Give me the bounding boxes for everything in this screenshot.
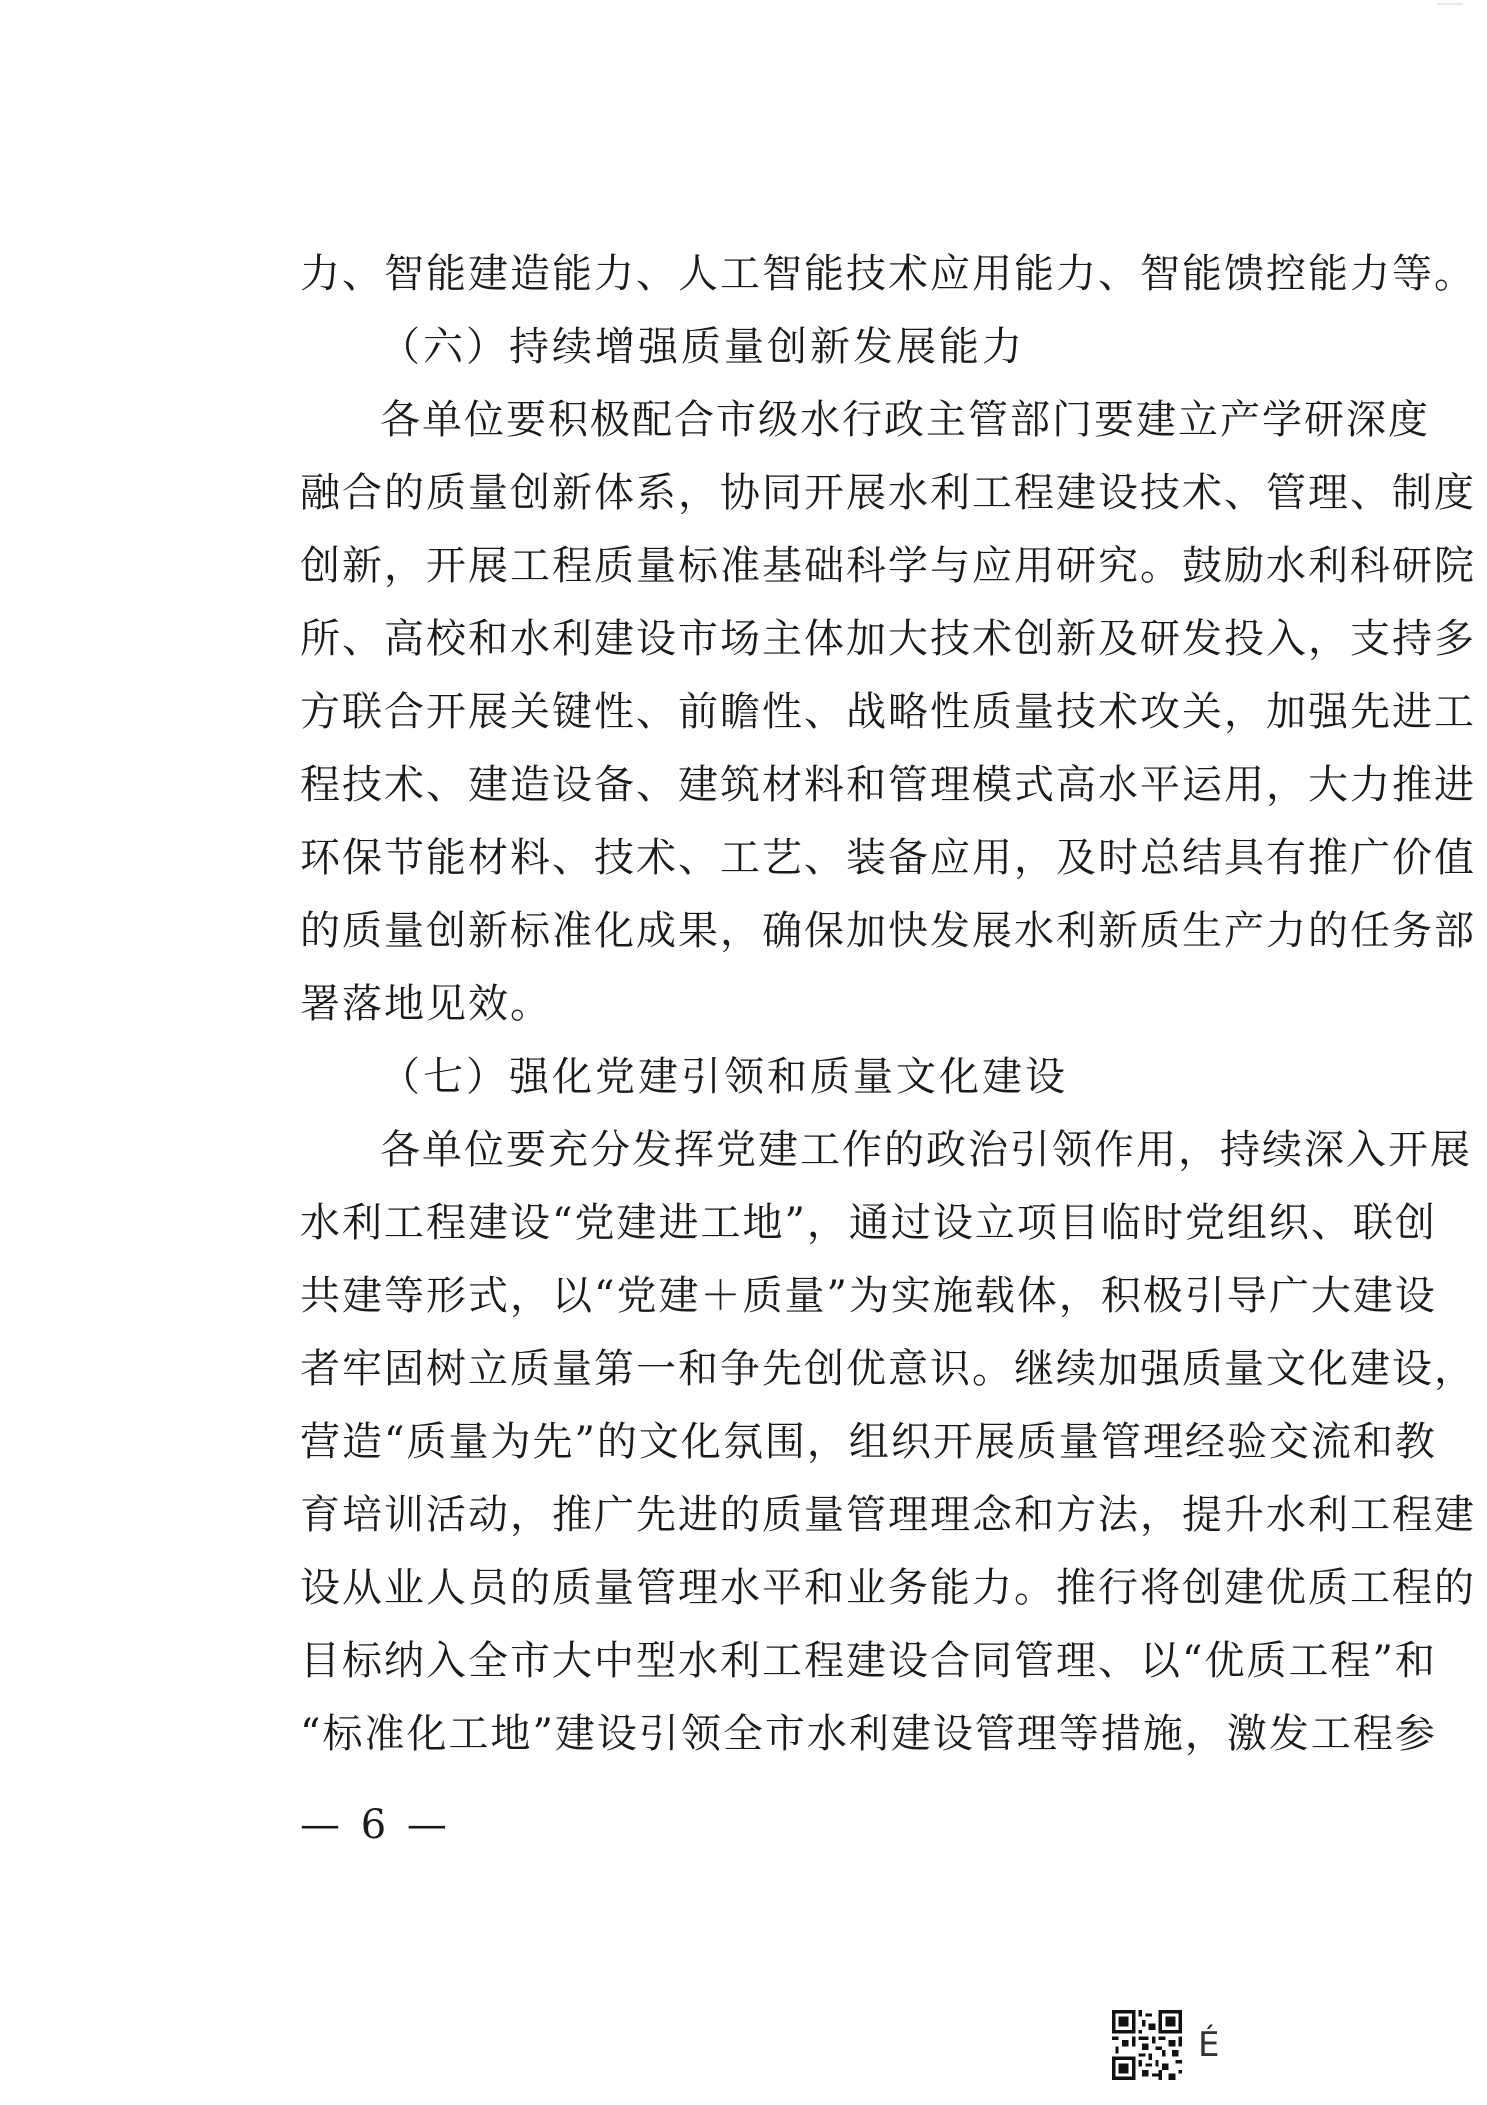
section-heading-7: （七）强化党建引领和质量文化建设	[380, 1054, 1068, 1100]
section-heading-6: （六）持续增强质量创新发展能力	[380, 324, 1025, 370]
text-line-13: 各单位要充分发挥党建工作的政治引领作用，持续深入开展	[380, 1127, 1472, 1173]
text-line-14: 水利工程建设“党建进工地”，通过设立项目临时党组织、联创	[300, 1200, 1437, 1246]
qr-caption: É	[1198, 2025, 1220, 2065]
text-line-3: 各单位要积极配合市级水行政主管部门要建立产学研深度	[380, 397, 1430, 443]
page-number: — 6 —	[300, 1802, 451, 1848]
text-line-21: “标准化工地”建设引领全市水利建设管理等措施，激发工程参	[300, 1711, 1437, 1757]
text-line-18: 育培训活动，推广先进的质量管理理念和方法，提升水利工程建	[300, 1492, 1476, 1538]
text-line-20: 目标纳入全市大中型水利工程建设合同管理、以“优质工程”和	[300, 1638, 1437, 1684]
text-line-19: 设从业人员的质量管理水平和业务能力。推行将创建优质工程的	[300, 1565, 1476, 1611]
text-line-17: 营造“质量为先”的文化氛围，组织开展质量管理经验交流和教	[300, 1419, 1437, 1465]
qr-code-icon	[1112, 2010, 1182, 2080]
text-line-7: 方联合开展关键性、前瞻性、战略性质量技术攻关，加强先进工	[300, 689, 1476, 735]
text-line-10: 的质量创新标准化成果，确保加快发展水利新质生产力的任务部	[300, 908, 1476, 954]
text-line-11: 署落地见效。	[300, 981, 552, 1027]
text-line-1: 力、智能建造能力、人工智能技术应用能力、智能馈控能力等。	[300, 251, 1476, 297]
text-line-5: 创新，开展工程质量标准基础科学与应用研究。鼓励水利科研院	[300, 543, 1476, 589]
text-line-8: 程技术、建造设备、建筑材料和管理模式高水平运用，大力推进	[300, 762, 1476, 808]
text-line-6: 所、高校和水利建设市场主体加大技术创新及研发投入，支持多	[300, 616, 1476, 662]
text-line-16: 者牢固树立质量第一和争先创优意识。继续加强质量文化建设，	[300, 1346, 1476, 1392]
text-line-9: 环保节能材料、技术、工艺、装备应用，及时总结具有推广价值	[300, 835, 1476, 881]
document-body	[300, 238, 1476, 1771]
text-line-4: 融合的质量创新体系，协同开展水利工程建设技术、管理、制度	[300, 470, 1476, 516]
scan-corner-mark	[1435, 0, 1465, 8]
text-line-15: 共建等形式，以“党建＋质量”为实施载体，积极引导广大建设	[300, 1273, 1437, 1319]
